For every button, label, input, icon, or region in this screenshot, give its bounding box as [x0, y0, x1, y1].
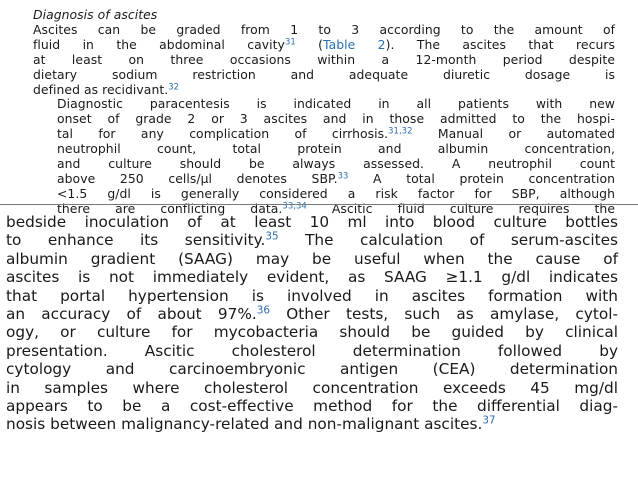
text-line: neutrophil count, total protein and albumin concentration,	[57, 141, 615, 157]
article-excerpt-top	[33, 8, 615, 217]
text-line: fluid in the abdominal cavity$^{31}$ (Table 2). The ascites that recurs	[33, 36, 616, 52]
section-heading: Diagnosis of ascites	[33, 7, 158, 22]
section-divider	[0, 204, 638, 205]
text-line: in samples where cholesterol concentration exceeds 45 mg/dl	[6, 378, 618, 397]
text-line: an accuracy of about 97%.$^{36}$ Other tests, such as amylase, cytol-	[6, 304, 619, 324]
text-line: albumin gradient (SAAG) may be useful when the cause of	[6, 249, 618, 268]
citation-ref[interactable]: 33,34	[282, 200, 307, 211]
paragraph-grading	[33, 23, 615, 98]
text-line: presentation. Ascitic cholesterol determination followed by	[6, 341, 618, 360]
text-line: defined as recidivant.$^{32}$	[33, 80, 180, 97]
text-line: Diagnostic paracentesis is indicated in all patients with new	[57, 96, 615, 112]
text-line: at least on three occasions within a 12-month period despite	[33, 51, 615, 67]
table-link[interactable]: Table 2	[323, 36, 386, 52]
text-line: there are conflicting data.$^{33,34}$ Ascitic fluid culture requires the	[57, 200, 616, 216]
citation-ref[interactable]: 36	[256, 304, 271, 317]
citation-ref[interactable]: 31	[284, 36, 296, 47]
text-line: bedside inoculation of at least 10 ml into blood culture bottles	[6, 213, 618, 231]
text-line: above 250 cells/µl denotes SBP.$^{33}$ A total protein concentration	[57, 170, 615, 186]
text-line: <1.5 g/dl is generally considered a risk factor for SBP, although	[57, 185, 615, 201]
text-line: cytology and carcinoembryonic antigen (CEA) determination	[6, 360, 618, 379]
text-line: dietary sodium restriction and adequate diuretic dosage is	[33, 66, 615, 82]
text-line: and culture should be always assessed. A neutrophil count	[57, 156, 615, 172]
citation-ref[interactable]: 31,32	[388, 125, 413, 136]
citation-ref[interactable]: 32	[168, 80, 180, 91]
text-line: tal for any complication of cirrhosis.$^{31,32}$ Manual or automated	[57, 125, 615, 142]
citation-ref[interactable]: 35	[265, 230, 279, 243]
text-line: that portal hypertension is involved in ascites formation with	[6, 286, 618, 305]
text-line: to enhance its sensitivity.$^{35}$ The calculation of serum-ascites	[6, 230, 618, 250]
text-line: onset of grade 2 or 3 ascites and in those admitted to the hospi-	[57, 111, 615, 127]
article-excerpt-bottom	[6, 213, 618, 434]
text-line: appears to be a cost-effective method for the differential diag-	[6, 397, 618, 416]
text-line: Ascites can be graded from 1 to 3 according to the amount of	[33, 21, 615, 37]
citation-ref[interactable]: 33	[337, 170, 349, 181]
text-line: nosis between malignancy-related and non-malignant ascites.$^{37}$	[6, 414, 496, 434]
text-line: ascites is not immediately evident, as SAAG ≥1.1 g/dl indicates	[6, 268, 618, 287]
paragraph-paracentesis	[33, 97, 615, 216]
text-line: ogy, or culture for mycobacteria should be guided by clinical	[6, 323, 618, 342]
citation-ref[interactable]: 37	[482, 414, 496, 427]
